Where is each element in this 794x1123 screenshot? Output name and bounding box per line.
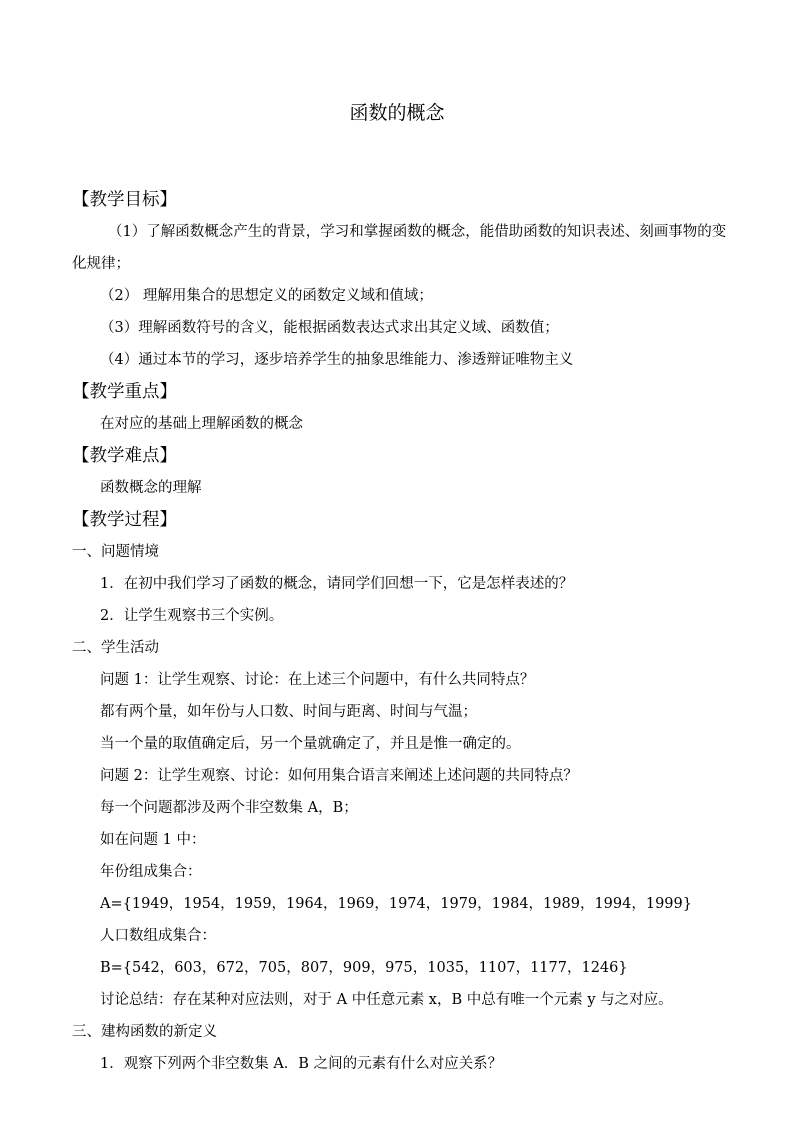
difficulty-text: 函数概念的理解: [100, 480, 202, 496]
part1-item: 1．在初中我们学习了函数的概念，请同学们回想一下，它是怎样表述的？: [100, 576, 574, 592]
part3-title: 三、建构函数的新定义: [72, 1024, 217, 1040]
goal-item: （4）通过本节的学习，逐步培养学生的抽象思维能力、渗透辩证唯物主义: [100, 352, 574, 368]
part2-item: 如在问题 1 中：: [100, 832, 206, 848]
key-points-text: 在对应的基础上理解函数的概念: [100, 416, 303, 432]
part1-title: 一、问题情境: [72, 544, 159, 560]
part2-item: 当一个量的取值确定后，另一个量就确定了，并且是惟一确定的。: [100, 736, 521, 752]
difficulty-header: 【教学难点】: [72, 446, 177, 466]
goal-item: （2） 理解用集合的思想定义的函数定义域和值域；: [100, 288, 433, 304]
key-points-header: 【教学重点】: [72, 382, 177, 402]
part2-item: 都有两个量，如年份与人口数、时间与距离、时间与气温；: [100, 704, 477, 720]
goals-header: 【教学目标】: [72, 190, 177, 210]
part3-item: 1．观察下列两个非空数集 A．B 之间的元素有什么对应关系？: [100, 1056, 503, 1072]
part2-title: 二、学生活动: [72, 640, 159, 656]
part1-item: 2．让学生观察书三个实例。: [100, 608, 284, 624]
part2-item: 每一个问题都涉及两个非空数集 A，B；: [100, 800, 358, 816]
process-header: 【教学过程】: [72, 510, 177, 530]
document-body: [72, 184, 732, 1080]
set-a-values: A={1949，1954，1959，1964，1969，1974，1979，1984，1989，1994，1999}: [100, 896, 692, 912]
goal-item: （3）理解函数符号的含义，能根据函数表达式求出其定义域、函数值；: [100, 320, 559, 336]
part2-item: 人口数组成集合：: [100, 928, 216, 944]
page-title: 函数的概念: [349, 102, 445, 124]
part2-item: 年份组成集合：: [100, 864, 202, 880]
part2-item: 问题 1：让学生观察、讨论：在上述三个问题中，有什么共同特点？: [100, 672, 535, 688]
part2-item: 问题 2：让学生观察、讨论：如何用集合语言来阐述上述问题的共同特点？: [100, 768, 578, 784]
set-b-values: B={542，603，672，705，807，909，975，1035，1107，1177，1246}: [100, 960, 628, 976]
goal-item: （1）了解函数概念产生的背景，学习和掌握函数的概念，能借助函数的知识表述、刻画事物的变化规律；: [72, 224, 727, 272]
part2-summary: 讨论总结：存在某种对应法则，对于 A 中任意元素 x，B 中总有唯一个元素 y 与之对应。: [100, 992, 673, 1008]
